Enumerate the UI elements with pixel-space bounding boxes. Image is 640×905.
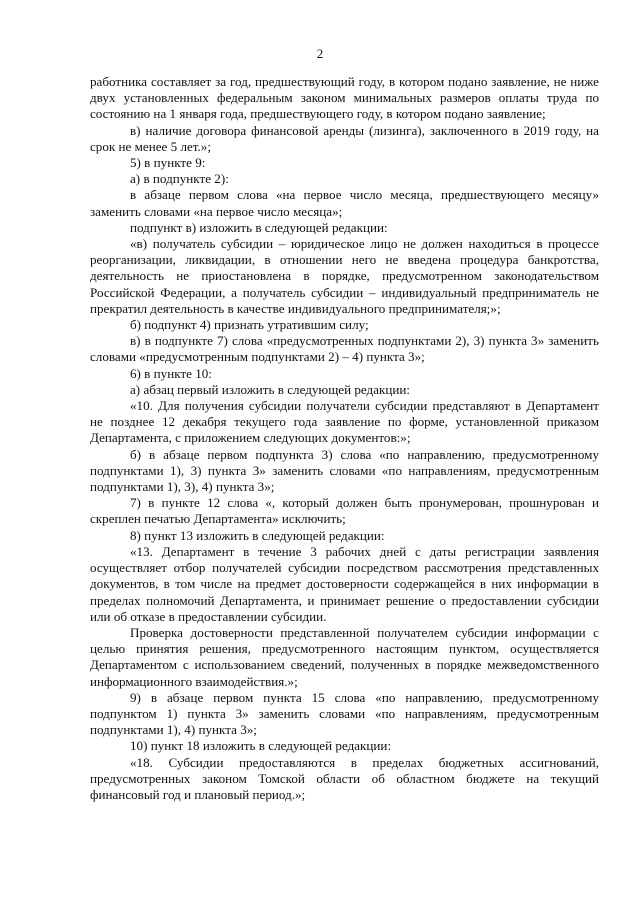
paragraph: б) подпункт 4) признать утратившим силу; — [130, 317, 369, 333]
paragraph: «18. Субсидии предоставляются в пределах бюджетных ассигнований, предусмотренных законом Томской области об областном бюджете на текущий финансовый год и плановый период.»; — [90, 754, 599, 802]
paragraph: 6) в пункте 10: — [130, 365, 212, 381]
paragraph: «в) получатель субсидии – юридическое лицо не должен находиться в процессе реорганизации, ликвидации, в отношении него не введена процедура банкротства, деятельность не приостановлена в порядке, предусмотренном законодательством Российской Федерации, а получатель субсидии – индивидуальный предприниматель не прекратил деятельность в качестве индивидуального предпринимателя;»; — [90, 236, 599, 316]
paragraph: «10. Для получения субсидии получатели субсидии представляют в Департамент не позднее 12 декабря текущего года заявление по форме, установленной приказом Департамента, с приложением следующих документов:»; — [90, 398, 599, 446]
paragraph: 10) пункт 18 изложить в следующей редакции: — [130, 738, 392, 754]
page-number: 2 — [316, 46, 324, 61]
paragraph: в) наличие договора финансовой аренды (лизинга), заключенного в 2019 году, на срок не менее 5 лет.»; — [90, 122, 599, 154]
paragraph: подпункт в) изложить в следующей редакции: — [130, 219, 388, 235]
paragraph: Проверка достоверности представленной получателем субсидии информации с целью принятия решения, предусмотренного настоящим пунктом, осуществляется Департаментом с использованием сведений, полученных в порядке межведомственного информационного взаимодействия.»; — [90, 624, 599, 689]
paragraph: а) абзац первый изложить в следующей редакции: — [130, 381, 411, 397]
paragraph: 5) в пункте 9: — [130, 155, 206, 171]
paragraph: в абзаце первом слова «на первое число месяца, предшествующего месяцу» заменить словами «на первое число месяца»; — [90, 187, 599, 219]
document-body — [90, 74, 599, 803]
paragraph: в) в подпункте 7) слова «предусмотренных подпунктами 2), 3) пункта 3» заменить словами «предусмотренным подпунктами 2) – 4) пункта 3»; — [90, 333, 599, 365]
paragraph: работника составляет за год, предшествующий году, в котором подано заявление, не ниже двух установленных федеральным законом минимальных размеров оплаты труда по состоянию на 1 января года, предшествующего году, в котором подано заявление; — [90, 74, 599, 122]
paragraph: 9) в абзаце первом пункта 15 слова «по направлению, предусмотренному подпунктом 1) пункта 3» заменить словами «по направлениям, предусмотренным подпунктами 1), 4) пункта 3»; — [90, 689, 599, 738]
paragraph: 8) пункт 13 изложить в следующей редакции: — [130, 527, 385, 543]
paragraph: «13. Департамент в течение 3 рабочих дней с даты регистрации заявления осуществляет отбор получателей субсидии посредством рассмотрения представленных документов, в том числе на предмет достоверности содержащейся в них информации в пределах полномочий Департамента, и принимает решение о предоставлении субсидии или об отказе в предоставлении субсидии. — [90, 543, 599, 624]
paragraph: 7) в пункте 12 слова «, который должен быть пронумерован, прошнурован и скреплен печатью Департамента» исключить; — [90, 495, 599, 527]
paragraph: а) в подпункте 2): — [130, 171, 229, 187]
paragraph: б) в абзаце первом подпункта 3) слова «по направлению, предусмотренному подпунктами 1), 3) пункта 3» заменить словами «по направлениям, предусмотренным подпунктами 1), 3), 4) пункта 3»; — [90, 446, 599, 495]
